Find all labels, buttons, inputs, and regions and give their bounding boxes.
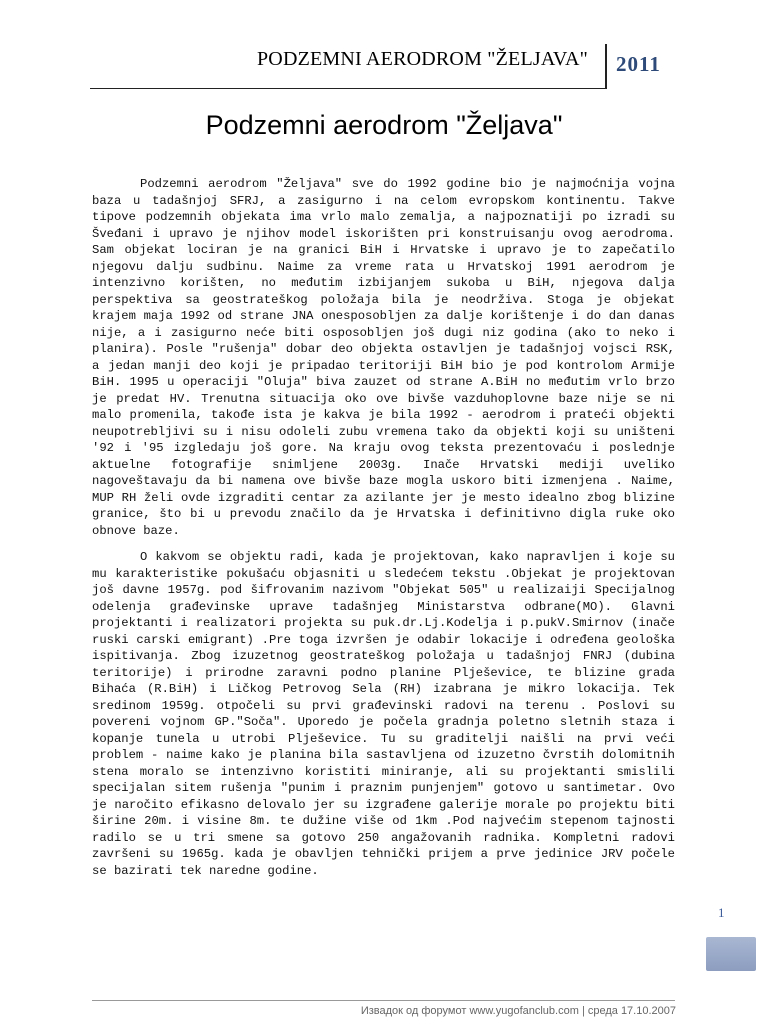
header-year: 2011 (616, 52, 661, 76)
paragraph: O kakvom se objektu radi, kada je projektovan, kako napravljen i koje su mu karakteristike pokušaću objasniti u sledećem tekstu .Objekat je projektovan još davne 1957g. pod šifrovanim nazivom "Objekat 505" u realizaiji Specijalnog odelenja građevinske uprave tadašnjeg Ministarstva odbrane(MO). Glavni projektanti i realizatori projekta su puk.dr.Lj.Kodelja i p.pukV.Smirnov (inače ruski carski emigrant) .Pre toga izvršen je odabir lokacije i određena geološka ispitivanja. Zbog izuzetnog geostrateškog položaja u tadašnjoj FNRJ (dubina teritorije) i prirodne zaravni podno planine Plješevice, te blizine grada Bihaća (R.BiH) i Ličkog Petrovog Sela (RH) izabrana je mikro lokacija. Tek sredinom 1959g. otpočeli su prvi građevinski radovi na terenu . Poslovi su povereni vojnom GP."Soča". Uporedo je počela gradnja poletno sletnih staza i kopanje tunela u utrobi Plješevice. Tu su graditelji naišli na prvi veći problem - naime kako je planina bila sastavljena od izuzetno čvrstih dolomitnih stena moralo se intenzivno koristiti miniranje, ali su projektanti smislili specijalan sitem rušenja "punim i praznim punjenjem" gotovo u santimetar. Ovo je naročito efikasno delovalo jer su izgrađene galerije morale po projektu biti širine 20m. i visine 8m. te dužine više od 1km .Pod najvećim stepenom tajnosti radilo se u tri smene sa gotovo 250 angažovanih radnika. Kompletni radovi završeni su 1965g. kada je obavljen tehnički prijem a prve jedinice JRV počele se bazirati tek naredne godine. (92, 550, 675, 878)
page-tab-decoration (706, 937, 756, 971)
document-body (92, 176, 675, 879)
footer-divider (92, 1000, 675, 1001)
footer-text: Извадок од форумот www.yugofanclub.com | среда 17.10.2007 (360, 1005, 676, 1017)
header-underline (90, 88, 607, 89)
page-number: 1 (718, 905, 725, 920)
header-title: PODZEMNI AERODROM "ŽELJAVA" (256, 48, 588, 70)
header-divider (605, 44, 607, 88)
document-title: Podzemni aerodrom "Željava" (205, 110, 563, 140)
page-header (60, 40, 680, 90)
paragraph: Podzemni aerodrom "Željava" sve do 1992 godine bio je najmoćnija vojna baza u tadašnjoj SFRJ, a zasigurno i na celom evropskom kontinentu. Takve tipove podzemnih objekata ima vrlo malo zemalja, a najpoznatiji po izradi su Šveđani i upravo je njihov model iskorišten pri konstruisanju ovog aerodroma. Sam objekat lociran je na granici BiH i Hrvatske i upravo je to zapečatilo njegovu dalju sudbinu. Naime za vreme rata u Hrvatskoj 1991 aerodrom je intenzivno korišten, no međutim izbijanjem sukoba u BiH, njegova dalja perspektiva sa geostrateškog položaja bila je neodrživa. Stoga je objekat krajem maja 1992 od strane JNA onesposobljen za dalje korištenje i do dan danas nije, a i zasigurno neće biti osposobljen još dugi niz godina (ako to neko i planira). Posle "rušenja" dobar deo objekta ostavljen je tadašnjoj vojsci RSK, a jedan manji deo koji je pripadao teritoriji BiH bio je pod kontrolom Armije BiH. 1995 u operaciji "Oluja" biva zauzet od strane A.BiH no međutim vrlo brzo je predat HV. Trenutna situacija oko ove bivše vazduhoplovne baze nije se ni malo promenila, takođe ista je kakva je bila 1992 - aerodrom i prateći objekti neupotrebljivi su i nisu odoleli zubu vremena tako da objekti koji su uništeni '92 i '95 izgledaju još gore. Na kraju ovog teksta prezentovaću i poslednje aktuelne fotografije snimljene 2003g. Inače Hrvatski mediji uveliko nagoveštavaju da bi namena ove bivše baze mogla uskoro biti izmenjena . Naime, MUP RH želi ovde izgraditi centar za azilante jer je mesto idealno zbog blizine granice, što bi u prevodu značilo da je Hrvatska i definitivno digla ruke oko obnove baze. (92, 177, 675, 538)
